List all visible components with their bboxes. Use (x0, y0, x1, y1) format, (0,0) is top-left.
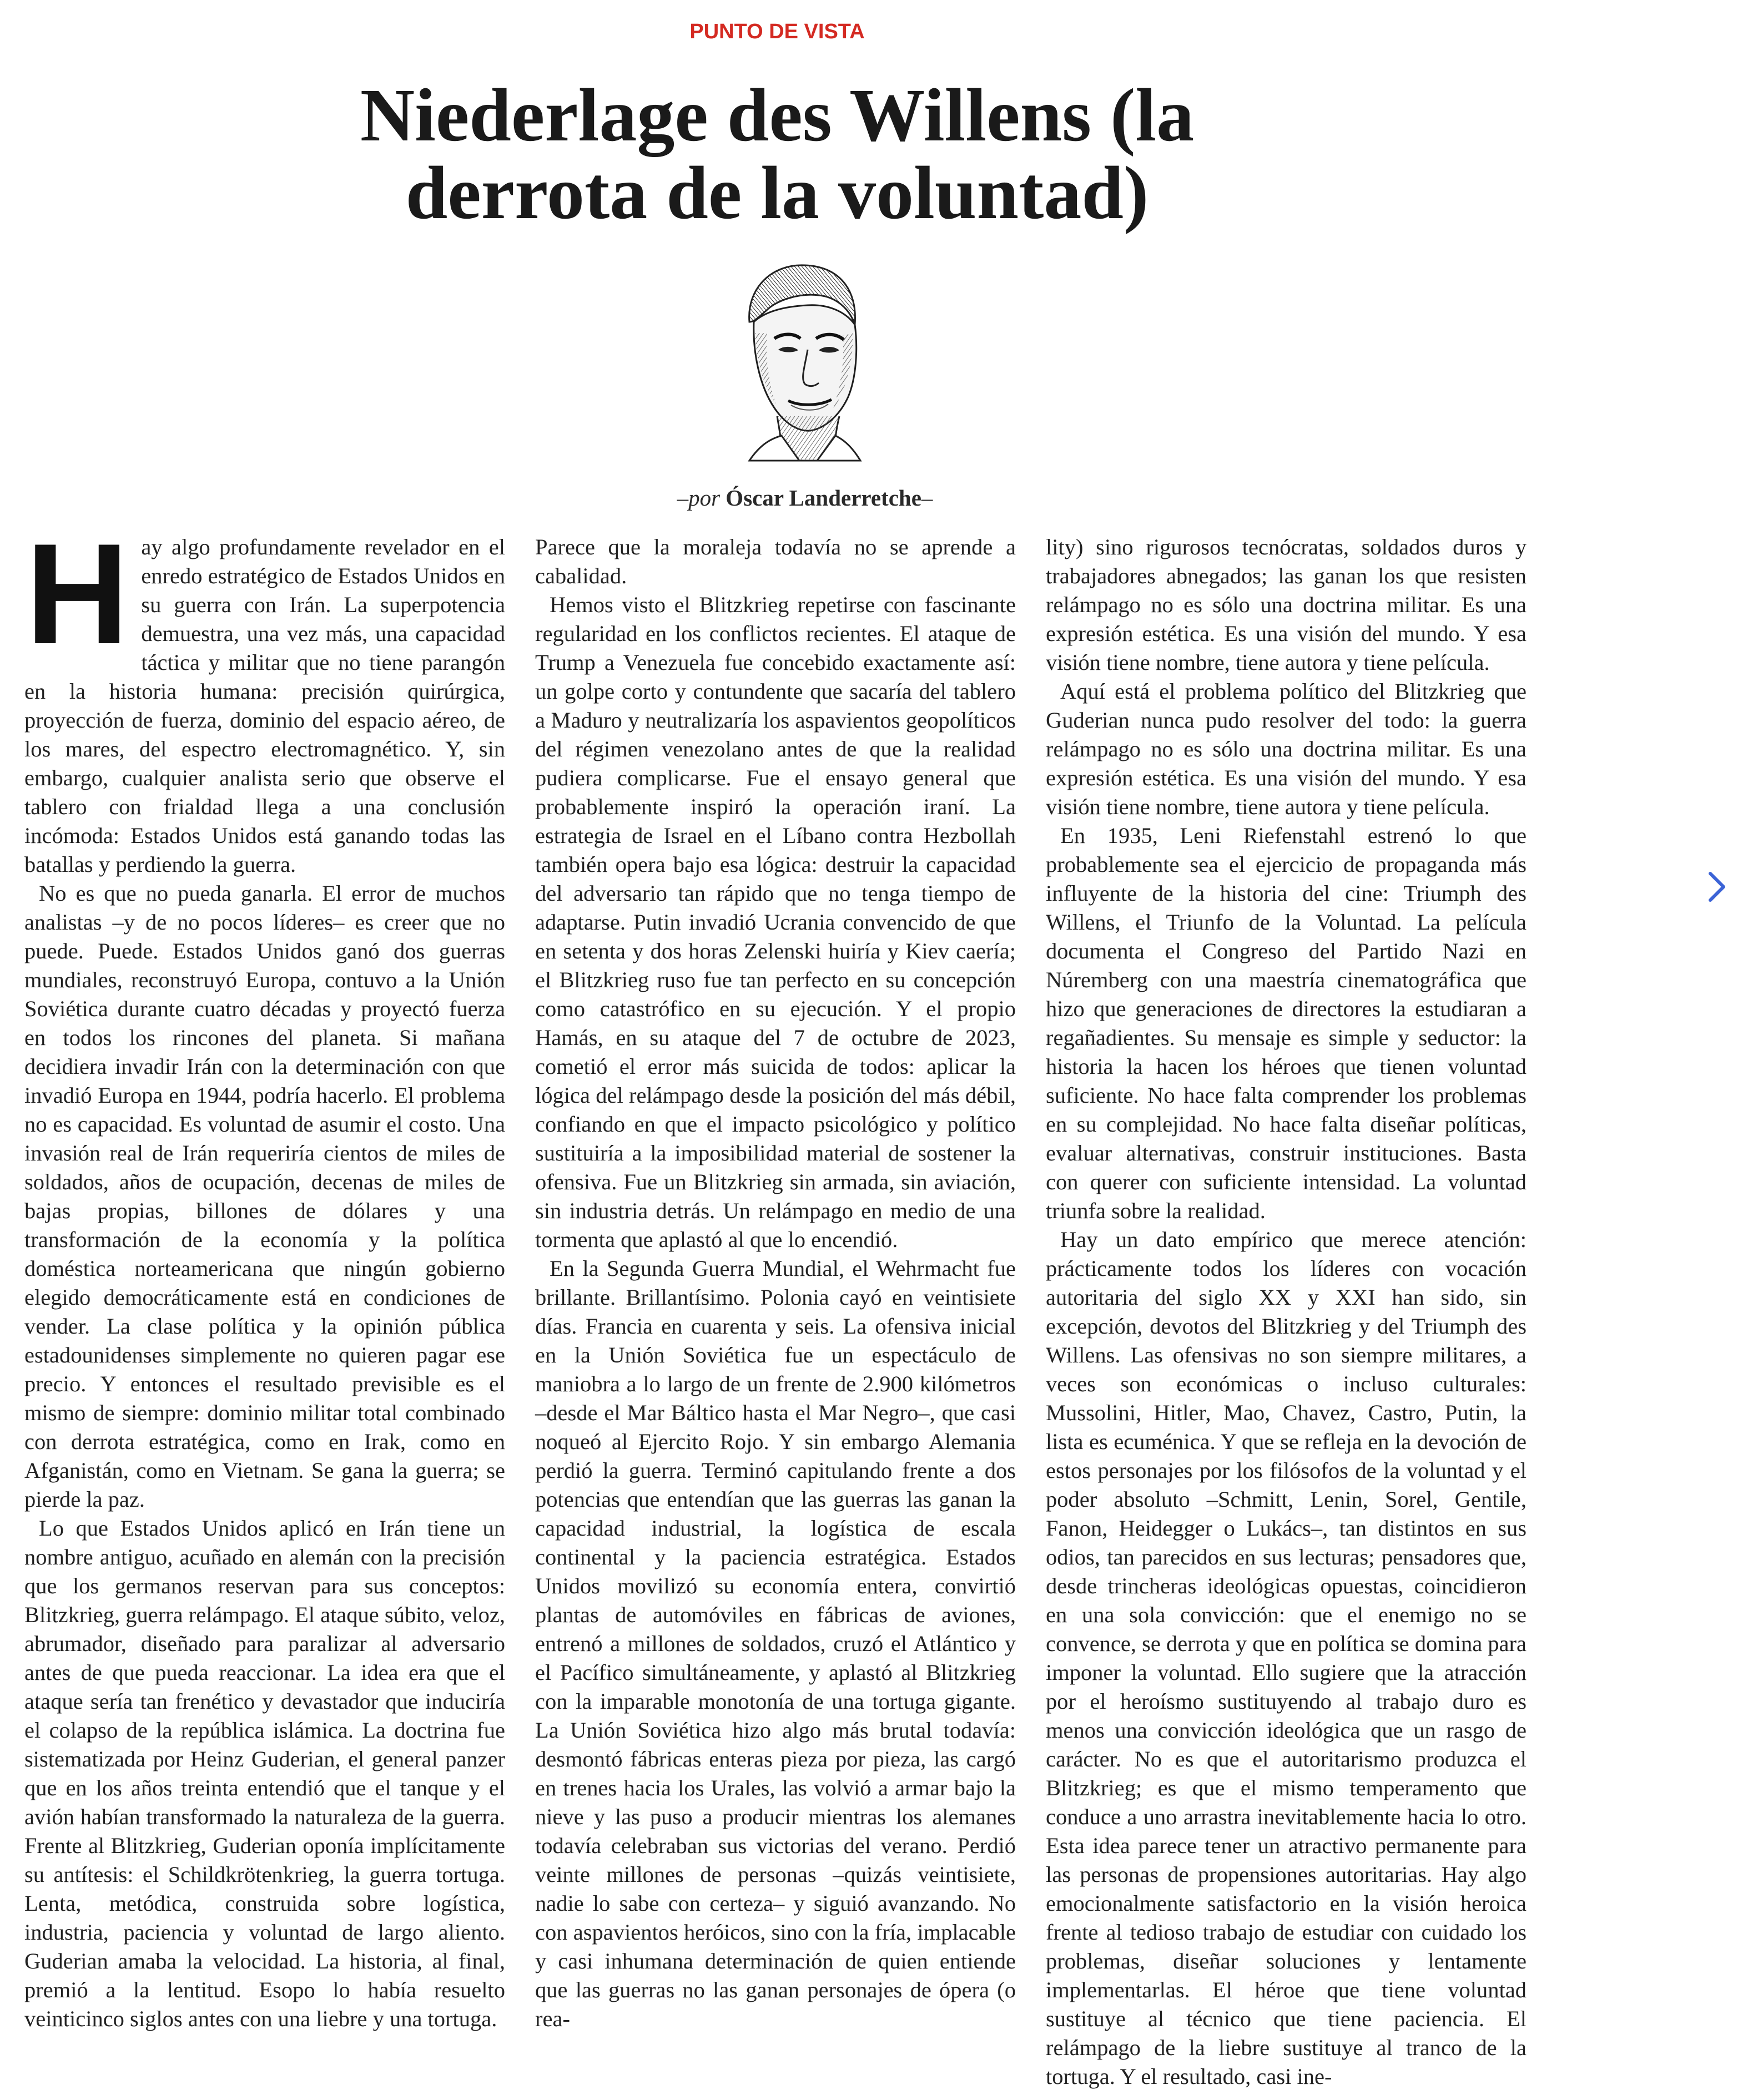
paragraph-9: En 1935, Leni Riefenstahl estrenó lo que probablemente sea el ejercicio de propaganda más influyente de la historia del cine: Triumph des Willens, el Triunfo de la Voluntad. La película documenta el Congreso del Partido Nazi en Núremberg con una maestría cinematográfica que hizo que generaciones de directores la estudiaran a regañadientes. Su mensaje es simple y seductor: la historia la hacen los héroes que tienen voluntad suficiente. No hace falta comprender los problemas en su complejidad. No hace falta diseñar políticas, evaluar alternativas, construir instituciones. Basta con querer con suficiente intensidad. La voluntad triunfa sobre la realidad. (1046, 823, 1527, 1223)
paragraph-10: Hay un dato empírico que merece atención: prácticamente todos los líderes con vocación autoritaria del siglo XX y XXI han sido, sin excepción, devotos del Blitzkrieg y del Triumph des Willens. Las ofensivas no son siempre militares, a veces son económicas o incluso culturales: Mussolini, Hitler, Mao, Chavez, Castro, Putin, la lista es ecuménica. Y que se refleja en la devoción de estos personajes por los filósofos de la voluntad y el poder absoluto –Schmitt, Lenin, Sorel, Gentile, Fanon, Heidegger o Lukács–, tan distintos en sus odios, tan parecidos en sus lecturas; pensadores que, desde trincheras ideológicas opuestas, coincidieron en una sola convicción: que el enemigo no se convence, se derrota y que en política se domina para imponer la voluntad. Ello sugiere que la atracción por el heroísmo sustituyendo al trabajo duro es menos una convicción ideológica que un rasgo de carácter. No es que el autoritarismo produzca el Blitzkrieg; es que el mismo temperamento que conduce a uno arrastra inevitablemente hacia lo otro. Esta idea parece tener un atractivo permanente para las personas de propensiones autoritarias. Hay algo emocionalmente satisfactorio en la visión heroica frente al tedioso trabajo de estudiar con cuidado los problemas, diseñar soluciones y lentamente implementarlas. El héroe que tiene voluntad sustituye al técnico que tiene paciencia. El relámpago de la liebre sustituye al tranco de la tortuga. Y el resultado, casi ine- (1046, 1227, 1527, 2089)
paragraph-7: lity) sino rigurosos tecnócratas, soldados duros y trabajadores abnegados; las ganan los que resisten relámpago no es sólo una doctrina militar. Es una expresión estética. Es una visión del mundo. Y esa visión tiene nombre, tiene autora y tiene película. (1046, 534, 1527, 675)
byline (605, 484, 1005, 511)
byline-prefix: por (688, 485, 721, 511)
paragraph-1-text: ay algo profundamente revelador en el enredo estratégico de Estados Unidos en su guerra con Irán. La superpotencia demuestra, una vez más, una capacidad táctica y militar que no tiene parangón en la historia humana: precisión quirúrgica, proyección de fuerza, dominio del espacio aéreo, de los mares, del espectro electromagnético. Y, sin embargo, cualquier analista serio que observe el tablero con frialdad llega a una conclusión incómoda: Estados Unidos está ganando todas las batallas y perdiendo la guerra. (24, 534, 506, 877)
section-label: PUNTO DE VISTA (689, 20, 865, 43)
byline-dash-close: – (921, 485, 933, 511)
paragraph-2: No es que no pueda ganarla. El error de muchos analistas –y de no pocos líderes– es creer que no puede. Puede. Estados Unidos ganó dos guerras mundiales, reconstruyó Europa, contuvo a la Unión Soviética durante cuatro décadas y proyectó fuerza en todos los rincones del planeta. Si mañana decidiera invadir Irán con la determinación con que invadió Europa en 1944, podría hacerlo. El problema no es capacidad. Es voluntad de asumir el costo. Una invasión real de Irán requeriría cientos de miles de soldados, años de ocupación, decenas de miles de bajas propias, billones de dólares y una transformación de la economía y la política doméstica norteamericana que ningún gobierno elegido democráticamente está en condiciones de vender. La clase política y la opinión pública estadounidenses simplemente no quieren pagar ese precio. Y entonces el resultado previsible es el mismo de siempre: dominio militar total combinado con derrota estratégica, como en Irak, como en Afganistán, como en Vietnam. Se gana la guerra; se pierde la paz. (24, 881, 505, 1512)
headline (167, 74, 1388, 235)
headline-line-1: Niederlage des Willens (la (360, 74, 1195, 157)
paragraph-5: Hemos visto el Blitzkrieg repetirse con fascinante regularidad en los conflictos recientes. El ataque de Trump a Venezuela fue concebido exactamente así: un golpe corto y contundente que sacaría del tablero a Maduro y neutralizaría los aspavientos geopolíticos del régimen venezolano antes de que la realidad pudiera complicarse. Fue el ensayo general que probablemente inspiró la operación iraní. La estrategia de Israel en el Líbano contra Hezbollah también opera bajo esa lógica: destruir la capacidad del adversario tan rápido que no tenga tiempo de adaptarse. Putin invadió Ucrania convencido de que en setenta y dos horas Zelenski huiría y Kiev caería; el Blitzkrieg ruso fue tan perfecto en su concepción como catastrófico en su ejecución. Y el propio Hamás, en su ataque del 7 de octubre de 2023, cometió el error más suicida de todos: aplicar la lógica del relámpago desde la posición del más débil, confiando en que el impacto psicológico y político sustituiría a la imposibilidad material de sostener la ofensiva. Fue un Blitzkrieg sin armada, sin aviación, sin industria detrás. Un relámpago en medio de una tormenta que aplastó al que lo encendió. (535, 592, 1016, 1252)
next-page-button[interactable] (1705, 870, 1729, 903)
paragraph-3: Lo que Estados Unidos aplicó en Irán tiene un nombre antiguo, acuñado en alemán con la precisión que los germanos reservan para sus conceptos: Blitzkrieg, guerra relámpago. El ataque súbito, veloz, abrumador, diseñado para paralizar al adversario antes de que pueda reaccionar. La idea era que el ataque sería tan frenético y devastador que induciría el colapso de la república islámica. La doctrina fue sistematizada por Heinz Guderian, el general panzer que en los años treinta entendió que el tanque y el avión habían transformado la naturaleza de la guerra. Frente al Blitzkrieg, Guderian oponía implícitamente su antítesis: el Schildkrötenkrieg, la guerra tortuga. Lenta, metódica, construida sobre logística, industria, paciencia y voluntad de largo aliento. Guderian amaba la velocidad. La historia, al final, premió a la lentitud. Esopo lo había resuelto veinticinco siglos antes con una liebre y una tortuga. (24, 1516, 505, 2031)
byline-dash-open: – (677, 485, 689, 511)
paragraph-1 (24, 513, 506, 879)
paragraph-8: Aquí está el problema político del Blitzkrieg que Guderian nunca pudo resolver del todo: la guerra relámpago no es sólo una doctrina militar. Es una expresión estética. Es una visión del mundo. Y esa visión tiene nombre, tiene autora y tiene película. (1046, 679, 1527, 819)
article-column-1 (24, 513, 506, 2053)
article-column-3 (1046, 533, 1527, 2089)
paragraph-4: Parece que la moraleja todavía no se aprende a cabalidad. (535, 534, 1016, 588)
article-column-2 (535, 533, 1016, 2053)
author-portrait-illustration (716, 255, 883, 461)
drop-cap: H (26, 513, 129, 674)
byline-author: Óscar Landerretche (726, 485, 921, 511)
author-portrait (716, 255, 883, 461)
chevron-right-icon (1705, 870, 1729, 903)
headline-line-2: derrota de la voluntad) (405, 152, 1149, 235)
paragraph-6: En la Segunda Guerra Mundial, el Wehrmacht fue brillante. Brillantísimo. Polonia cayó en veintisiete días. Francia en cuarenta y seis. La ofensiva inicial en la Unión Soviética fue un espectáculo de maniobra a lo largo de un frente de 2.900 kilómetros –desde el Mar Báltico hasta el Mar Negro–, que casi noqueó al Ejercito Rojo. Y sin embargo Alemania perdió la guerra. Terminó capitulando frente a dos potencias que entendían que las guerras las ganan la capacidad industrial, la logística de escala continental y la paciencia estratégica. Estados Unidos movilizó su economía entera, convirtió plantas de automóviles en fábricas de aviones, entrenó a millones de soldados, cruzó el Atlántico y el Pacífico simultáneamente, y aplastó al Blitzkrieg con la imparable monotonía de una tortuga gigante. La Unión Soviética hizo algo más brutal todavía: desmontó fábricas enteras pieza por pieza, las cargó en trenes hacia los Urales, las volvió a armar bajo la nieve y las puso a producir mientras los alemanes todavía celebraban sus victorias del verano. Perdió veinte millones de personas –quizás veintisiete, nadie lo sabe con certeza– y siguió avanzando. No con aspavientos heróicos, sino con la fría, implacable y casi inhumana determinación de quien entiende que las guerras no las ganan personajes de ópera (o rea- (535, 1256, 1016, 2031)
